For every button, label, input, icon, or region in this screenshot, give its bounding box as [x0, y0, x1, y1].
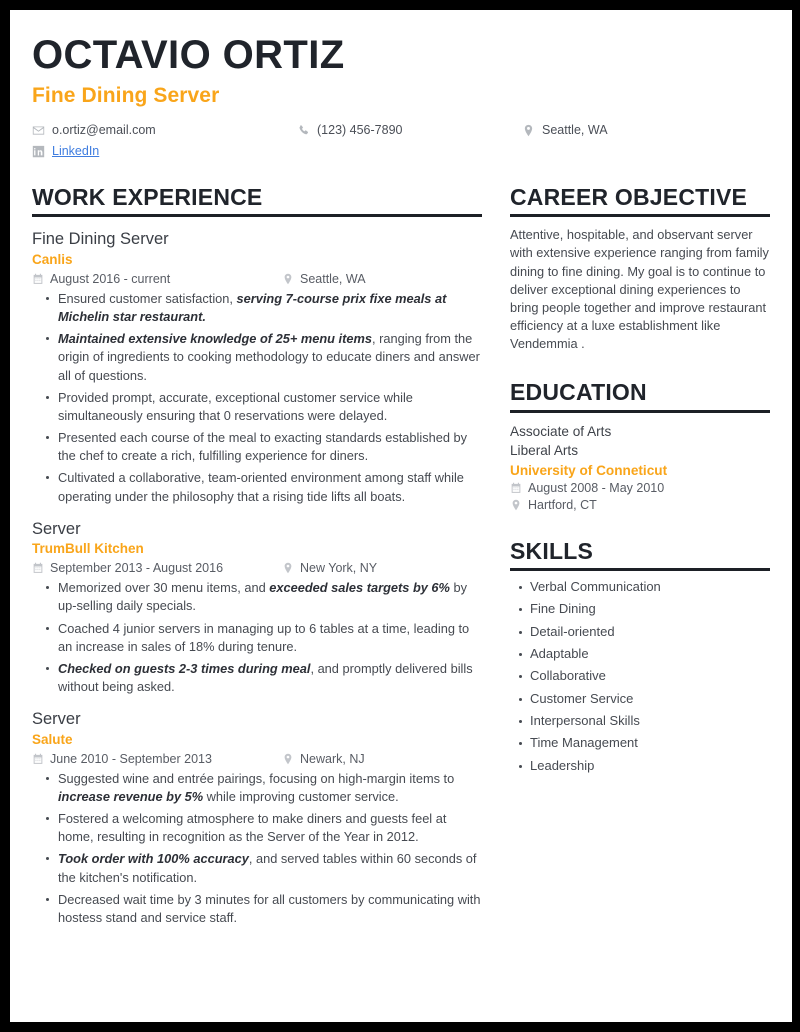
job-dates-text: September 2013 - August 2016 — [50, 561, 224, 576]
job-dates — [32, 272, 282, 286]
skill-item: Interpersonal Skills — [530, 712, 770, 731]
job-meta — [32, 752, 482, 766]
job-bullet: Fostered a welcoming atmosphere to make diners and guests feel at home, resulting in recognition as the Server of the Year in 2012. — [58, 810, 482, 846]
location-pin-icon — [282, 273, 294, 285]
job-location — [282, 752, 365, 766]
section-divider — [32, 214, 482, 217]
job-company: Salute — [32, 731, 73, 747]
job-bullet: Memorized over 30 menu items, and exceeded sales targets by 6% by up-selling daily specials. — [58, 579, 482, 615]
right-column — [494, 184, 770, 775]
skill-item: Time Management — [530, 734, 770, 753]
skill-item: Detail-oriented — [530, 623, 770, 642]
section-divider — [510, 214, 770, 217]
envelope-icon — [32, 124, 45, 137]
resume-header — [32, 34, 770, 158]
job-bullet: Ensured customer satisfaction, serving 7-course prix fixe meals at Michelin star restaurant. — [58, 290, 482, 326]
career-objective-heading: CAREER OBJECTIVE — [510, 184, 748, 211]
job-title: Server — [32, 519, 81, 538]
job-bullet: Cultivated a collaborative, team-oriented environment among staff while operating under the philosophy that a rising tide lifts all boats. — [58, 469, 482, 505]
contact-location — [522, 123, 770, 137]
skill-item: Collaborative — [530, 667, 770, 686]
job-entry — [32, 229, 482, 505]
education-dates-text: August 2008 - May 2010 — [528, 480, 665, 495]
section-divider — [510, 410, 770, 413]
education-section — [510, 379, 770, 512]
phone-icon — [297, 124, 310, 137]
education-school: University of Conneticut — [510, 462, 668, 478]
location-pin-icon — [282, 753, 294, 765]
job-title: Server — [32, 710, 81, 729]
education-location-text: Hartford, CT — [528, 497, 597, 512]
skill-item: Adaptable — [530, 645, 770, 664]
job-location-text: Seattle, WA — [300, 271, 366, 286]
page-title: OCTAVIO ORTIZ — [32, 33, 345, 77]
job-location-text: Newark, NJ — [300, 751, 365, 766]
section-divider — [510, 568, 770, 571]
contact-linkedin-link[interactable]: LinkedIn — [52, 144, 100, 159]
job-bullet: Suggested wine and entrée pairings, focusing on high-margin items to increase revenue by 5% while improving customer service. — [58, 770, 482, 806]
skills-list — [510, 578, 770, 776]
contact-location-text: Seattle, WA — [542, 123, 608, 138]
job-dates — [32, 752, 282, 766]
contact-phone-text: (123) 456-7890 — [317, 123, 403, 138]
contact-linkedin[interactable] — [32, 144, 297, 158]
job-bullet-list — [32, 579, 482, 696]
job-location — [282, 561, 377, 575]
linkedin-icon — [32, 145, 45, 158]
job-meta — [32, 272, 482, 286]
job-meta — [32, 561, 482, 575]
contact-email-text: o.ortiz@email.com — [52, 123, 156, 138]
skill-item: Leadership — [530, 757, 770, 776]
job-list — [32, 229, 482, 927]
career-objective-text: Attentive, hospitable, and observant server with extensive experience ranging from family dining to fine dining. My goal is to continue to deliver exceptional dining experiences to bring people together and improve restaurant efficiency at a luxe establishment like Vendemmia . — [510, 227, 769, 352]
job-location-text: New York, NY — [300, 561, 378, 576]
work-experience-heading: WORK EXPERIENCE — [32, 184, 263, 211]
job-dates-text: August 2016 - current — [50, 271, 171, 286]
calendar-icon — [32, 273, 44, 285]
job-bullet: Presented each course of the meal to exacting standards established by the chef to create a rich, fulfilling experience for diners. — [58, 429, 482, 465]
calendar-icon — [510, 482, 522, 494]
education-location — [510, 498, 770, 512]
job-entry — [32, 519, 482, 697]
job-dates-text: June 2010 - September 2013 — [50, 751, 212, 766]
job-entry — [32, 709, 482, 927]
job-company: Canlis — [32, 251, 73, 267]
education-heading: EDUCATION — [510, 379, 647, 406]
contact-info — [32, 123, 770, 158]
calendar-icon — [32, 753, 44, 765]
headline: Fine Dining Server — [32, 84, 220, 108]
location-pin-icon — [510, 499, 522, 511]
job-bullet: Took order with 100% accuracy, and served tables within 60 seconds of the kitchen's notification. — [58, 850, 482, 886]
work-experience-section — [32, 184, 482, 927]
contact-phone[interactable] — [297, 123, 522, 137]
education-field: Liberal Arts — [510, 443, 579, 459]
skill-item: Verbal Communication — [530, 578, 770, 597]
job-bullet-list — [32, 290, 482, 506]
left-column — [32, 184, 494, 927]
education-degree: Associate of Arts — [510, 423, 612, 439]
skills-section — [510, 538, 770, 776]
job-title: Fine Dining Server — [32, 230, 169, 249]
career-objective-section — [510, 184, 770, 353]
calendar-icon — [32, 562, 44, 574]
contact-email[interactable] — [32, 123, 297, 137]
education-dates — [510, 481, 770, 495]
job-company: TrumBull Kitchen — [32, 541, 144, 557]
skills-heading: SKILLS — [510, 537, 593, 564]
location-pin-icon — [522, 124, 535, 137]
job-bullet: Maintained extensive knowledge of 25+ menu items, ranging from the origin of ingredients to cooking methodology to educate diners and answer all of questions. — [58, 330, 482, 384]
job-bullet: Decreased wait time by 3 minutes for all customers by communicating with hostess stand and service staff. — [58, 891, 482, 927]
skill-item: Fine Dining — [530, 600, 770, 619]
job-dates — [32, 561, 282, 575]
job-bullet-list — [32, 770, 482, 927]
job-bullet: Coached 4 junior servers in managing up to 6 tables at a time, leading to an increase in sales of 18% during tenure. — [58, 620, 482, 656]
resume-body — [32, 184, 770, 927]
job-location — [282, 272, 366, 286]
job-bullet: Checked on guests 2-3 times during meal, and promptly delivered bills without being asked. — [58, 660, 482, 696]
skill-item: Customer Service — [530, 690, 770, 709]
job-bullet: Provided prompt, accurate, exceptional customer service while simultaneously ensuring that 0 reservations were delayed. — [58, 389, 482, 425]
resume-page — [10, 10, 792, 1022]
location-pin-icon — [282, 562, 294, 574]
